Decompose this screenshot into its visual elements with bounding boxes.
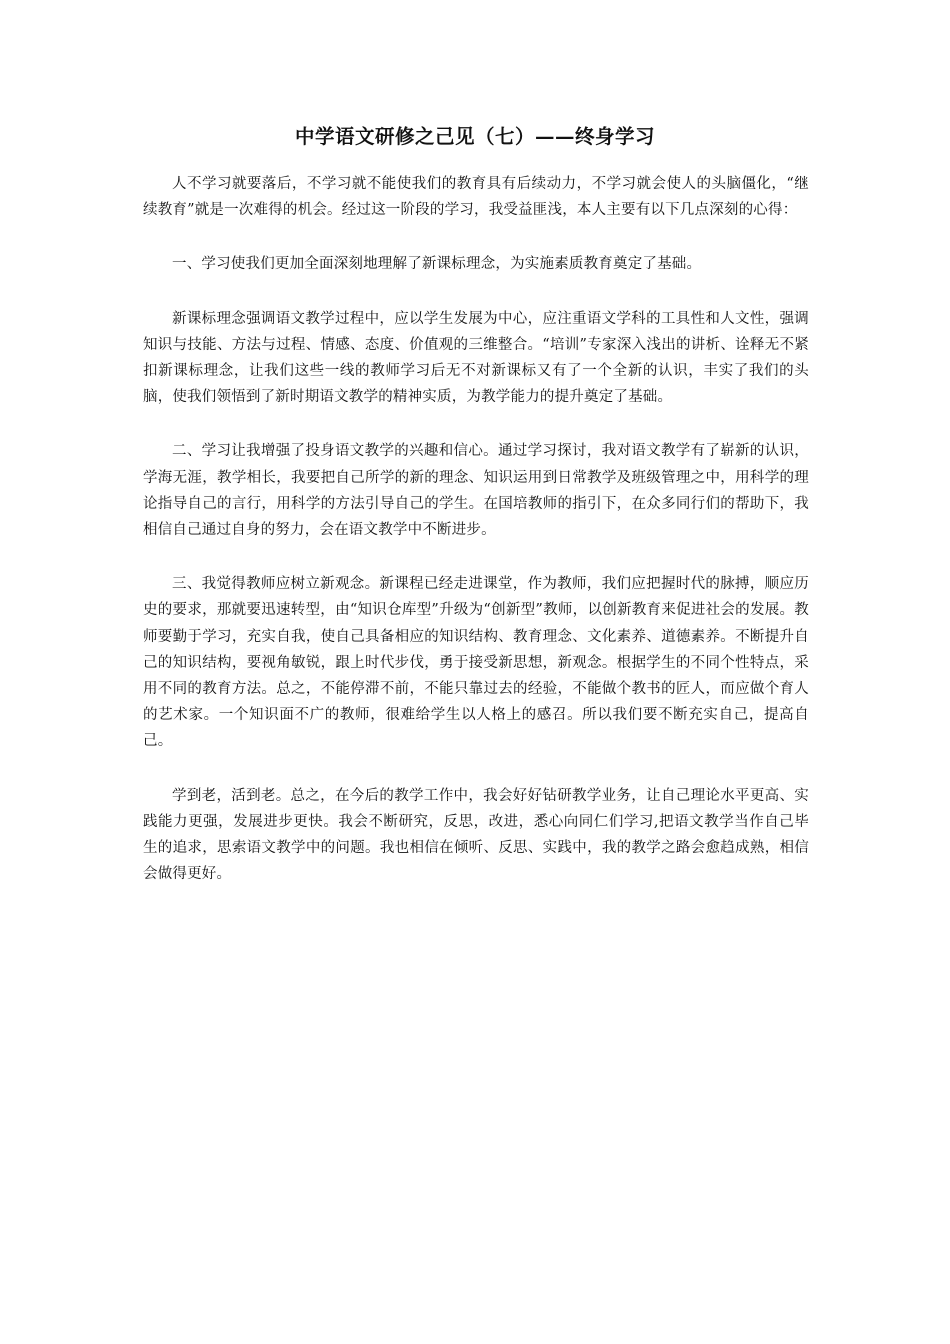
document-title: 中学语文研修之己见（七）——终身学习 xyxy=(294,125,655,148)
paragraph-point-three: 三、我觉得教师应树立新观念。新课程已经走进课堂，作为教师，我们应把握时代的脉搏，顺应历史的要求，那就要迅速转型，由“知识仓库型”升级为“创新型”教师，以创新教育来促进社会的发展。教师要勤于学习，充实自我，使自己具备相应的知识结构、教育理念、文化素养、道德素养。不断提升自己的知识结构，要视角敏锐，跟上时代步伐，勇于接受新思想，新观念。根据学生的不同个性特点，采用不同的教育方法。总之，不能停滞不前，不能只靠过去的经验，不能做个教书的匠人，而应做个育人的艺术家。一个知识面不广的教师，很难给学生以人格上的感召。所以我们要不断充实自己，提高自己。 xyxy=(143,576,809,750)
paragraph-point-one: 一、学习使我们更加全面深刻地理解了新课标理念，为实施素质教育奠定了基础。 xyxy=(172,256,702,273)
paragraph-point-two: 二、学习让我增强了投身语文教学的兴趣和信心。通过学习探讨，我对语文教学有了崭新的认识，学海无涯，教学相长，我要把自己所学的新的理念、知识运用到日常教学及班级管理之中，用科学的理论指导自己的言行，用科学的方法引导自己的学生。在国培教师的指引下，在众多同行们的帮助下，我相信自己通过自身的努力，会在语文教学中不断进步。 xyxy=(143,443,809,539)
document-body xyxy=(143,171,809,887)
paragraph-conclusion: 学到老，活到老。总之，在今后的教学工作中，我会好好钻研教学业务，让自己理论水平更高、实践能力更强，发展进步更快。我会不断研究，反思，改进，悉心向同仁们学习,把语文教学当作自己毕生的追求，思索语文教学中的问题。我也相信在倾听、反思、实践中，我的教学之路会愈趋成熟，相信会做得更好。 xyxy=(143,787,809,883)
paragraph-intro: 人不学习就要落后，不学习就不能使我们的教育具有后续动力，不学习就会使人的头脑僵化，“继续教育”就是一次难得的机会。经过这一阶段的学习，我受益匪浅，本人主要有以下几点深刻的心得： xyxy=(143,176,809,219)
paragraph-point-one-detail: 新课标理念强调语文教学过程中，应以学生发展为中心，应注重语文学科的工具性和人文性，强调知识与技能、方法与过程、情感、态度、价值观的三维整合。“培训”专家深入浅出的讲析、诠释无不紧扣新课标理念，让我们这些一线的教师学习后无不对新课标又有了一个全新的认识，丰实了我们的头脑，使我们领悟到了新时期语文教学的精神实质，为教学能力的提升奠定了基础。 xyxy=(143,310,809,406)
